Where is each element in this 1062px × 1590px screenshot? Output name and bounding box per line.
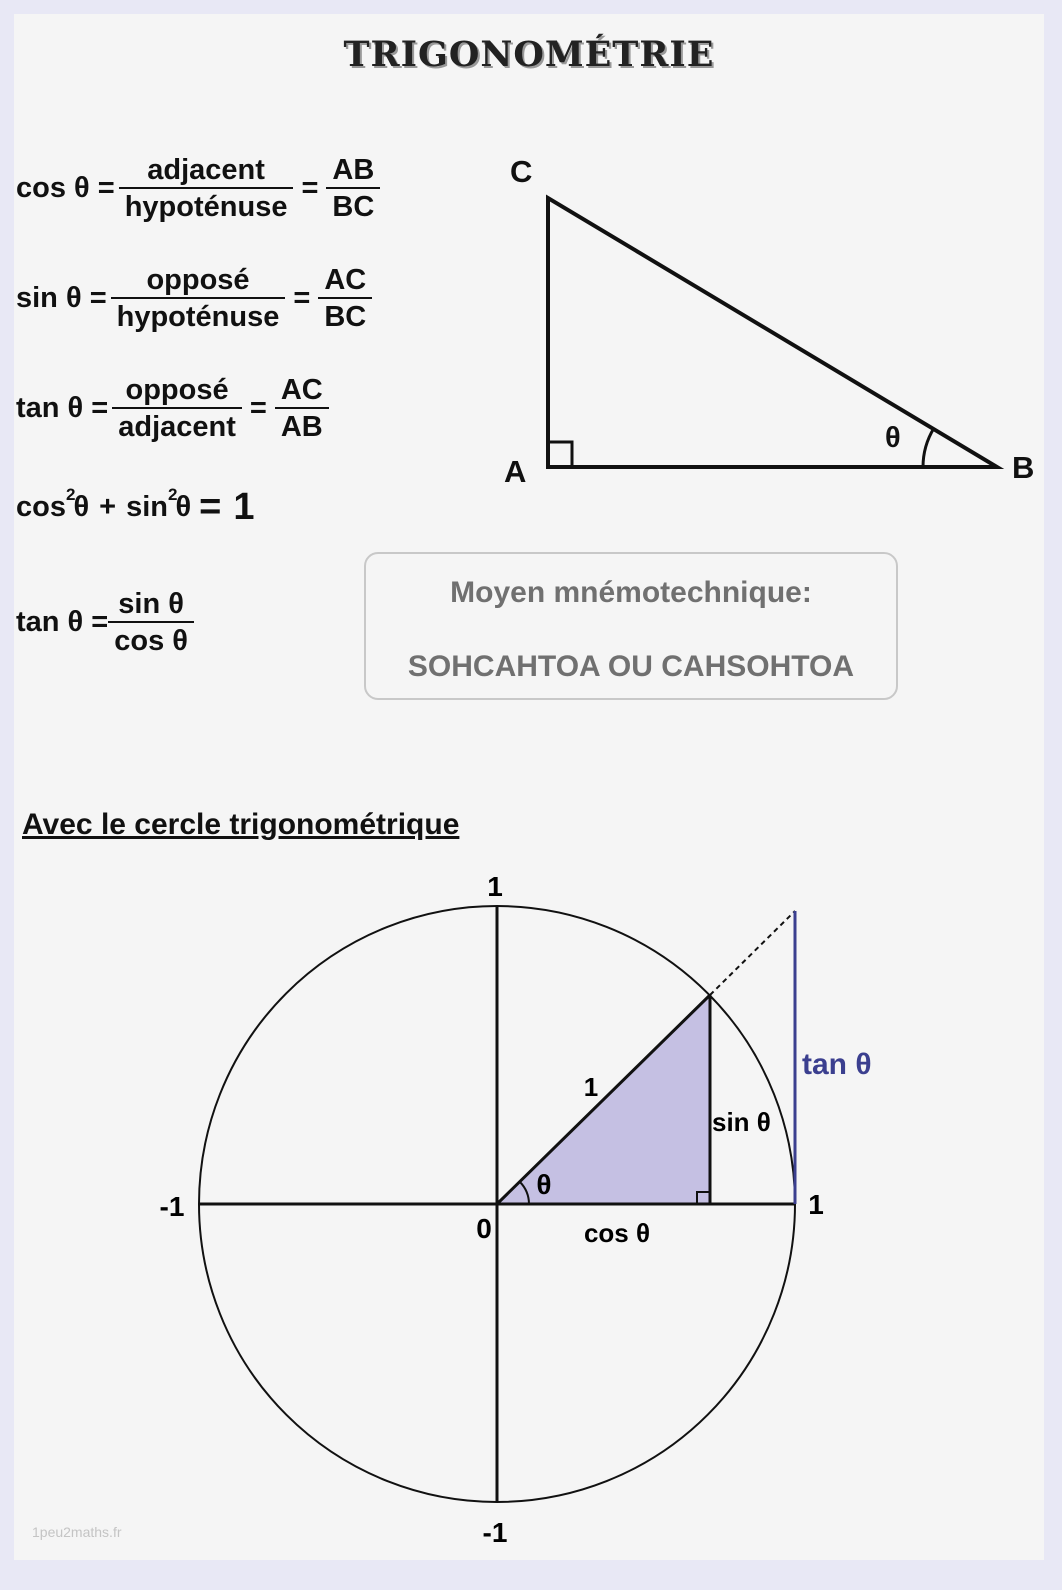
identity-theta: θ (175, 491, 192, 523)
equals-sign: = (293, 282, 311, 314)
section-title: Avec le cercle trigonométrique (22, 808, 460, 841)
equals-sign: = (301, 172, 319, 204)
unit-circle-diagram (14, 854, 1044, 1560)
sin-side-numerator: AC (324, 264, 367, 296)
vertex-c-label: C (510, 154, 533, 189)
sin-numerator: opposé (146, 264, 250, 296)
equals-sign: = (199, 486, 222, 528)
mnemonic-text: SOHCAHTOA OU CAHSOHTOA (407, 650, 855, 683)
axis-label-top: 1 (487, 871, 503, 902)
mnemonic-heading: Moyen mnémotechnique: (450, 576, 812, 609)
identity-exponent: 2 (65, 484, 76, 504)
identity-cos: cos (16, 491, 66, 523)
identity-one: 1 (233, 486, 255, 528)
cos-numerator: adjacent (147, 154, 265, 186)
tan-label: tan θ (802, 1048, 872, 1081)
tan-ratio-denominator: cos θ (114, 625, 188, 657)
tan-numerator: opposé (125, 374, 229, 406)
sin-label: sin θ (712, 1107, 771, 1137)
tan-side-denominator: AB (280, 411, 323, 443)
radius-label: 1 (583, 1072, 599, 1102)
axis-label-bottom: -1 (482, 1517, 508, 1548)
tan-ratio-lhs: tan θ = (16, 606, 109, 638)
cos-lhs: cos θ = (16, 172, 115, 204)
cos-side-numerator: AB (332, 154, 375, 186)
triangle-shape (548, 198, 997, 467)
tan-denominator: adjacent (118, 411, 236, 443)
trigonometry-sheet (14, 14, 1044, 1560)
cos-denominator: hypoténuse (124, 191, 288, 223)
identity-theta: θ (73, 491, 90, 523)
triangle-angle-label: θ (885, 422, 901, 454)
page-title: TRIGONOMÉTRIE (343, 34, 715, 75)
tan-ratio-numerator: sin θ (118, 588, 184, 620)
cos-side-denominator: BC (332, 191, 375, 223)
plus-sign: + (99, 491, 117, 523)
tan-lhs: tan θ = (16, 392, 109, 424)
axis-label-right: 1 (808, 1189, 824, 1220)
identity-exponent: 2 (167, 484, 178, 504)
site-credit: 1peu2maths.fr (32, 1524, 122, 1540)
cos-label: cos θ (583, 1218, 651, 1248)
mnemonic-box (364, 552, 898, 700)
angle-arc (923, 428, 934, 467)
vertex-b-label: B (1012, 450, 1035, 485)
origin-label: 0 (476, 1213, 492, 1244)
tan-ratio-formula (16, 588, 198, 657)
sin-side-denominator: BC (324, 301, 367, 333)
axis-label-left: -1 (159, 1191, 185, 1222)
tangent-extension (710, 911, 795, 995)
right-triangle-diagram (14, 14, 1044, 554)
right-angle-marker (548, 442, 572, 467)
tan-ratio-fraction (108, 588, 194, 657)
equals-sign: = (249, 392, 267, 424)
identity-sin: sin (126, 491, 168, 523)
circle-angle-label: θ (536, 1169, 552, 1200)
sin-denominator: hypoténuse (116, 301, 280, 333)
sin-lhs: sin θ = (16, 282, 107, 314)
vertex-a-label: A (504, 454, 527, 489)
tan-side-numerator: AC (280, 374, 323, 406)
